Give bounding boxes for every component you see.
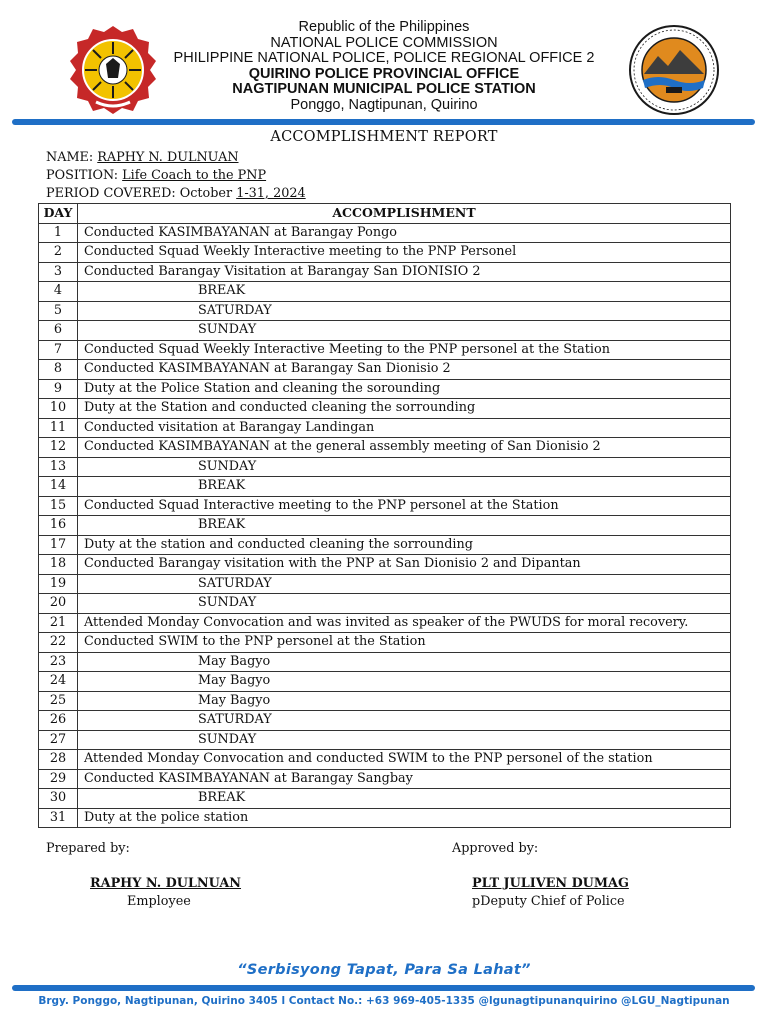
day-cell: 27 bbox=[39, 730, 78, 750]
day-cell: 11 bbox=[39, 418, 78, 438]
accomplishment-cell: BREAK bbox=[78, 477, 731, 497]
accomplishment-cell: May Bagyo bbox=[78, 672, 731, 692]
accomplishment-cell: Conducted Barangay visitation with the PNP at San Dionisio 2 and Dipantan bbox=[78, 555, 731, 575]
day-cell: 1 bbox=[39, 223, 78, 243]
header-line-6: Ponggo, Nagtipunan, Quirino bbox=[290, 96, 478, 113]
table-row bbox=[39, 418, 731, 438]
day-cell: 20 bbox=[39, 594, 78, 614]
table-row bbox=[39, 457, 731, 477]
approved-by-label: Approved by: bbox=[452, 841, 539, 856]
approved-by-name: PLT JULIVEN DUMAG bbox=[472, 876, 629, 891]
accomplishment-cell: Conducted KASIMBAYANAN at Barangay Pongo bbox=[78, 223, 731, 243]
accomplishment-cell: Conducted SWIM to the PNP personel at the Station bbox=[78, 633, 731, 653]
table-row bbox=[39, 711, 731, 731]
header-line-1: Republic of the Philippines bbox=[298, 19, 470, 35]
day-cell: 22 bbox=[39, 633, 78, 653]
day-cell: 18 bbox=[39, 555, 78, 575]
day-cell: 12 bbox=[39, 438, 78, 458]
table-row bbox=[39, 808, 731, 828]
accomplishment-cell: May Bagyo bbox=[78, 652, 731, 672]
period-label: PERIOD COVERED: October bbox=[46, 186, 237, 201]
accomplishment-cell: Conducted KASIMBAYANAN at Barangay San Dionisio 2 bbox=[78, 360, 731, 380]
table-row bbox=[39, 652, 731, 672]
day-cell: 10 bbox=[39, 399, 78, 419]
day-cell: 2 bbox=[39, 243, 78, 263]
table-row bbox=[39, 730, 731, 750]
day-cell: 15 bbox=[39, 496, 78, 516]
accomplishment-cell: May Bagyo bbox=[78, 691, 731, 711]
day-cell: 19 bbox=[39, 574, 78, 594]
day-cell: 14 bbox=[39, 477, 78, 497]
day-cell: 5 bbox=[39, 301, 78, 321]
day-cell: 8 bbox=[39, 360, 78, 380]
accomplishment-cell: SUNDAY bbox=[78, 730, 731, 750]
prepared-by-name: RAPHY N. DULNUAN bbox=[90, 876, 242, 891]
accomplishment-cell: SUNDAY bbox=[78, 594, 731, 614]
day-cell: 6 bbox=[39, 321, 78, 341]
day-cell: 4 bbox=[39, 282, 78, 302]
name-label: NAME: bbox=[46, 150, 98, 165]
prepared-by-label: Prepared by: bbox=[46, 841, 130, 856]
table-row bbox=[39, 340, 731, 360]
table-row bbox=[39, 516, 731, 536]
table-row bbox=[39, 594, 731, 614]
accomplishment-cell: Duty at the station and conducted cleaning the sorrounding bbox=[78, 535, 731, 555]
day-column-header: DAY bbox=[39, 204, 78, 224]
day-cell: 16 bbox=[39, 516, 78, 536]
day-cell: 13 bbox=[39, 457, 78, 477]
table-row bbox=[39, 535, 731, 555]
accomplishment-cell: Attended Monday Convocation and was invited as speaker of the PWUDS for moral recovery. bbox=[78, 613, 731, 633]
approved-by-title: pDeputy Chief of Police bbox=[472, 894, 625, 909]
accomplishment-cell: SATURDAY bbox=[78, 711, 731, 731]
header-line-4: QUIRINO POLICE PROVINCIAL OFFICE bbox=[248, 65, 520, 82]
day-cell: 28 bbox=[39, 750, 78, 770]
day-cell: 23 bbox=[39, 652, 78, 672]
accomplishment-cell: Attended Monday Convocation and conducted SWIM to the PNP personel of the station bbox=[78, 750, 731, 770]
name-value: RAPHY N. DULNUAN bbox=[97, 150, 239, 165]
table-row bbox=[39, 789, 731, 809]
prepared-by-title: Employee bbox=[127, 894, 191, 909]
pnp-seal-icon bbox=[68, 24, 158, 116]
table-row bbox=[39, 243, 731, 263]
name-line bbox=[46, 150, 239, 165]
day-cell: 17 bbox=[39, 535, 78, 555]
table-row bbox=[39, 223, 731, 243]
day-cell: 3 bbox=[39, 262, 78, 282]
header-divider bbox=[12, 119, 755, 125]
accomplishment-cell: Duty at the Station and conducted cleaning the sorrounding bbox=[78, 399, 731, 419]
footer-divider bbox=[12, 985, 755, 991]
header-line-3: PHILIPPINE NATIONAL POLICE, POLICE REGIONAL OFFICE 2 bbox=[173, 50, 595, 66]
header-line-5: NAGTIPUNAN MUNICIPAL POLICE STATION bbox=[232, 81, 536, 97]
table-row bbox=[39, 282, 731, 302]
table-header-row bbox=[39, 204, 731, 224]
accomplishment-cell: SATURDAY bbox=[78, 574, 731, 594]
letterhead bbox=[0, 18, 768, 118]
day-cell: 31 bbox=[39, 808, 78, 828]
day-cell: 7 bbox=[39, 340, 78, 360]
table-row bbox=[39, 633, 731, 653]
accomplishment-cell: BREAK bbox=[78, 516, 731, 536]
accomplishment-cell: Conducted KASIMBAYANAN at the general assembly meeting of San Dionisio 2 bbox=[78, 438, 731, 458]
table-row bbox=[39, 360, 731, 380]
accomplishment-cell: SUNDAY bbox=[78, 321, 731, 341]
table-row bbox=[39, 321, 731, 341]
accomplishment-cell: Conducted Barangay Visitation at Barangay San DIONISIO 2 bbox=[78, 262, 731, 282]
accomplishment-cell: BREAK bbox=[78, 282, 731, 302]
table-row bbox=[39, 769, 731, 789]
position-line bbox=[46, 168, 266, 183]
table-row bbox=[39, 477, 731, 497]
accomplishment-column-header: ACCOMPLISHMENT bbox=[78, 204, 731, 224]
footer-contact: Brgy. Ponggo, Nagtipunan, Quirino 3405 l Contact No.: +63 969-405-1335 @lgunagtipunanquirino @LGU_Nagtipunan bbox=[38, 995, 730, 1007]
table-row bbox=[39, 574, 731, 594]
nagtipunan-seal-icon bbox=[628, 24, 720, 116]
accomplishment-cell: SATURDAY bbox=[78, 301, 731, 321]
position-label: POSITION: bbox=[46, 168, 123, 183]
day-cell: 26 bbox=[39, 711, 78, 731]
accomplishment-cell: BREAK bbox=[78, 789, 731, 809]
motto: “Serbisyong Tapat, Para Sa Lahat” bbox=[237, 962, 531, 978]
accomplishment-cell: Conducted Squad Interactive meeting to the PNP personel at the Station bbox=[78, 496, 731, 516]
table-row bbox=[39, 613, 731, 633]
table-row bbox=[39, 691, 731, 711]
table-row bbox=[39, 379, 731, 399]
accomplishment-table bbox=[38, 203, 731, 828]
header-line-2: NATIONAL POLICE COMMISSION bbox=[270, 34, 498, 51]
period-value: 1-31, 2024 bbox=[236, 186, 306, 201]
table-row bbox=[39, 496, 731, 516]
table-row bbox=[39, 672, 731, 692]
accomplishment-cell: SUNDAY bbox=[78, 457, 731, 477]
day-cell: 30 bbox=[39, 789, 78, 809]
table-row bbox=[39, 301, 731, 321]
day-cell: 24 bbox=[39, 672, 78, 692]
accomplishment-cell: Conducted Squad Weekly Interactive meeting to the PNP Personel bbox=[78, 243, 731, 263]
day-cell: 25 bbox=[39, 691, 78, 711]
accomplishment-cell: Duty at the Police Station and cleaning the sorounding bbox=[78, 379, 731, 399]
accomplishment-cell: Conducted KASIMBAYANAN at Barangay Sangbay bbox=[78, 769, 731, 789]
report-title: ACCOMPLISHMENT REPORT bbox=[270, 129, 498, 145]
table-row bbox=[39, 555, 731, 575]
day-cell: 21 bbox=[39, 613, 78, 633]
table-row bbox=[39, 262, 731, 282]
day-cell: 9 bbox=[39, 379, 78, 399]
position-value: Life Coach to the PNP bbox=[122, 168, 267, 183]
accomplishment-cell: Duty at the police station bbox=[78, 808, 731, 828]
period-line bbox=[46, 186, 306, 201]
accomplishment-cell: Conducted Squad Weekly Interactive Meeting to the PNP personel at the Station bbox=[78, 340, 731, 360]
table-row bbox=[39, 750, 731, 770]
table-row bbox=[39, 438, 731, 458]
day-cell: 29 bbox=[39, 769, 78, 789]
table-row bbox=[39, 399, 731, 419]
accomplishment-cell: Conducted visitation at Barangay Landingan bbox=[78, 418, 731, 438]
